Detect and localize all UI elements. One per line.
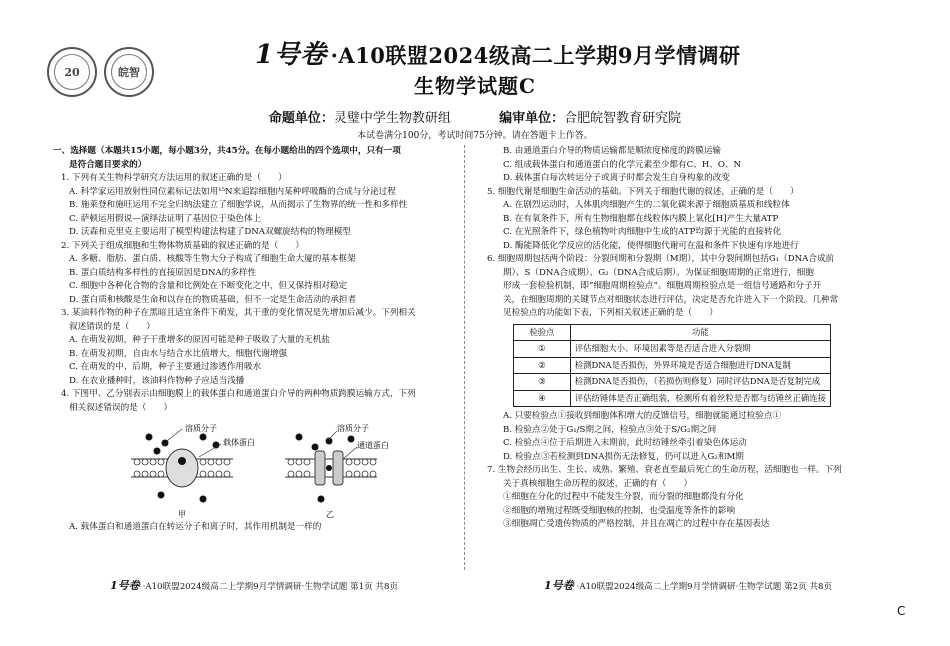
question-5: 5. 细胞代谢是细胞生命活动的基础。下列关于细胞代谢的叙述，正确的是（ ） — [487, 186, 799, 197]
author-editor-line — [0, 107, 950, 126]
q2-option-b: B. 蛋白质结构多样性的直接原因是DNA的多样性 — [69, 267, 257, 278]
author-label: 命题单位： — [268, 111, 334, 126]
q6-option-a: A. 只要检验点①接收到细胞体积增大的反馈信号，细胞就能通过检验点① — [503, 411, 782, 421]
question-7-cont: 关于真核细胞生命历程的叙述，正确的有（ ） — [503, 478, 693, 489]
membrane-transport-diagram — [53, 415, 453, 521]
table-row — [514, 374, 831, 391]
label-jia: 甲 — [178, 510, 186, 519]
question-2: 2. 下列关于组成细胞和生物体物质基础的叙述正确的是（ ） — [61, 240, 304, 251]
q5-option-a: A. 在剧烈运动时，人体肌肉细胞产生的二氧化碳来源于细胞质基质和线粒体 — [503, 200, 790, 210]
footer-text-right: ·A10联盟2024级高二上学期9月学情调研·生物学试题 第2页 共8页 — [576, 582, 833, 592]
footer-mark-left: 1号卷 — [110, 579, 140, 592]
brand-title-text: ·A10联盟2024级高二上学期9月学情调研 — [330, 43, 741, 68]
table-row — [514, 341, 831, 358]
channel-protein-left — [315, 451, 325, 485]
column-divider — [464, 145, 465, 570]
table-header-row — [514, 324, 831, 341]
question-6-cont-2: 形成一套检验机制，即“细胞周期检验点”。细胞周期检验点是一组信号通路和分子开 — [503, 281, 822, 291]
q4-option-d: D. 载体蛋白每次转运分子或离子时都会发生自身构象的改变 — [503, 173, 730, 183]
label-yi: 乙 — [326, 510, 334, 519]
table-cell-function: 评估纺锤体是否正确组装，检测所有着丝粒是否都与纺锤丝正确连接 — [570, 390, 830, 407]
author-value: 灵璧中学生物教研组 — [333, 111, 451, 126]
table-row — [514, 357, 831, 374]
q5-option-d: D. 酶能降低化学反应的活化能，使得细胞代谢可在温和条件下快速有序地进行 — [503, 240, 799, 251]
membrane-transport-figure — [53, 415, 453, 521]
brand-mark: 1号卷 — [255, 40, 327, 70]
q7-statement-1: ①细胞在分化的过程中不能发生分裂，而分裂的细胞都没有分化 — [503, 492, 744, 502]
logo-anniversary-text: 20 — [54, 54, 90, 90]
question-1: 1. 下列有关生物科学研究方法运用的叙述正确的是（ ） — [61, 173, 287, 183]
footer-text-left: ·A10联盟2024级高二上学期9月学情调研·生物学试题 第1页 共8页 — [142, 582, 399, 592]
q1-option-b: B. 施莱登和施旺运用不完全归纳法建立了细胞学说，从而揭示了生物界的统一性和多样性 — [69, 200, 408, 210]
section-heading-cont: 是符合题目要求的） — [69, 159, 147, 170]
q7-statement-2: ②细胞的增殖过程既受细胞核的控制，也受温度等条件的影响 — [503, 505, 736, 516]
table-row — [514, 390, 831, 407]
table-cell-checkpoint: ① — [514, 341, 571, 358]
checkpoint-table — [513, 324, 831, 408]
q2-option-a: A. 多糖、脂肪、蛋白质、核酸等生物大分子构成了细胞生命大厦的基本框架 — [69, 254, 356, 264]
q1-option-c: C. 萨顿运用假说—演绎法证明了基因位于染色体上 — [69, 213, 262, 224]
question-3: 3. 某油料作物的种子在黑暗且适宜条件下萌发，其干重的变化情况是先增加后减少。下列相关 — [61, 308, 416, 318]
exam-brand-title — [255, 34, 740, 71]
section-heading: 一、选择题（本题共15小题，每小题3分，共45分。在每小题给出的四个选项中，只有一项 — [53, 146, 401, 156]
table-cell-function: 检测DNA是否损伤，外界环境是否适合细胞进行DNA复制 — [570, 357, 830, 374]
q6-option-c: C. 检验点④位于后期进入末期前，此时纺锤丝牵引着染色体运动 — [503, 438, 747, 448]
question-3-cont: 叙述错误的是（ ） — [69, 321, 155, 332]
footer-page-1 — [110, 577, 398, 593]
label-carrier-protein: 载体蛋白 — [223, 438, 255, 447]
q6-option-d: D. 检验点③若检测到DNA损伤无法修复，仍可以进入G₂和M期 — [503, 451, 744, 462]
q1-option-d: D. 沃森和克里克主要运用了模型构建法构建了DNA双螺旋结构的物理模型 — [69, 227, 351, 237]
membrane-jia — [131, 423, 255, 519]
table-header-function: 功能 — [570, 324, 830, 341]
q5-option-b: B. 在有氧条件下，所有生物细胞都在线粒体内膜上氧化[H]产生大量ATP — [503, 213, 779, 224]
editor-label: 编审单位： — [499, 111, 565, 126]
left-column — [53, 145, 453, 535]
q5-option-c: C. 在光照条件下，绿色植物叶肉细胞中生成的ATP均源于光能的直接转化 — [503, 227, 782, 237]
table-cell-checkpoint: ③ — [514, 374, 571, 391]
logo-institute-text: 皖智 — [111, 54, 147, 90]
q3-option-b: B. 在萌发初期，自由水与结合水比值增大，细胞代谢增强 — [69, 348, 288, 359]
question-6-cont-4: 见检验点的功能如下表，下列相关叙述正确的是（ ） — [503, 308, 718, 318]
label-solute-left: 溶质分子 — [185, 424, 217, 433]
q1-option-a: A. 科学家运用放射性同位素标记法如用¹⁵N来追踪细胞内某种呼吸酶的合成与分泌过程 — [69, 186, 396, 197]
question-6: 6. 细胞周期包括两个阶段：分裂间期和分裂期（M期），其中分裂间期包括G₁（DNA合成前 — [487, 254, 835, 264]
question-4-cont: 相关叙述错误的是（ ） — [69, 402, 173, 413]
table-header-checkpoint: 检验点 — [514, 324, 571, 341]
table-cell-function: 评估细胞大小、环境因素等是否适合进入分裂期 — [570, 341, 830, 358]
membrane-yi — [285, 423, 389, 519]
question-6-cont-3: 关，在细胞周期的关键节点对细胞状态进行评估，决定是否允许进入下一个阶段。几种常 — [503, 294, 839, 305]
right-column — [487, 145, 857, 532]
question-4: 4. 下图甲、乙分别表示由细胞膜上的载体蛋白和通道蛋白介导的两种物质跨膜运输方式，下列 — [61, 389, 416, 399]
q4-option-b: B. 由通道蛋白介导的物质运输都是顺浓度梯度的跨膜运输 — [503, 146, 722, 156]
table-cell-checkpoint: ④ — [514, 390, 571, 407]
q7-statement-3: ③细胞凋亡受遗传物质的严格控制，并且在凋亡的过程中存在基因表达 — [503, 519, 770, 529]
footer-mark-right: 1号卷 — [544, 579, 574, 592]
q2-option-d: D. 蛋白质和核酸是生命和以存在的物质基础，但不一定是生命活动的承担者 — [69, 294, 357, 305]
q2-option-c: C. 细胞中各种化合物的含量和比例处在不断变化之中，但又保持相对稳定 — [69, 281, 348, 291]
table-cell-function: 检测DNA是否损伤，（若损伤则修复）同时评估DNA是否复制完成 — [570, 374, 830, 391]
q4-option-a: A. 载体蛋白和通道蛋白在转运分子和离子时，其作用机制是一样的 — [69, 522, 322, 532]
subject-title: 生物学试题C — [414, 74, 536, 98]
carrier-protein-shape — [166, 449, 198, 487]
question-6-cont-1: 期）、S（DNA合成期）、G₂（DNA合成后期）。为保证细胞周期的正常进行，细胞 — [503, 267, 814, 278]
editor-value: 合肥皖智教育研究院 — [564, 111, 682, 126]
table-cell-checkpoint: ② — [514, 357, 571, 374]
q3-option-a: A. 在萌发初期，种子干重增多的原因可能是种子吸收了大量的无机盐 — [69, 335, 330, 345]
q6-option-b: B. 检验点②处于G₁/S期之间，检验点③处于S/G₂期之间 — [503, 424, 717, 435]
channel-protein-right — [333, 451, 343, 485]
label-channel-protein: 通道蛋白 — [357, 441, 389, 450]
q3-option-d: D. 在农业播种时，该油料作物种子应适当浅播 — [69, 375, 245, 386]
footer-page-2 — [544, 577, 832, 593]
question-7: 7. 生物会经历出生、生长、成熟、繁殖、衰老直至最后死亡的生命历程，活细胞也一样。下列 — [487, 465, 842, 475]
exam-note: 本试卷满分100分，考试时间75分钟。请在答题卡上作答。 — [357, 131, 593, 141]
q3-option-c: C. 在萌发的中、后期，种子主要通过渗透作用吸水 — [69, 362, 262, 372]
edge-letter: C — [897, 604, 906, 618]
q4-option-c: C. 组成载体蛋白和通道蛋白的化学元素至少都有C、H、O、N — [503, 159, 742, 170]
label-solute-right: 溶质分子 — [337, 424, 369, 433]
